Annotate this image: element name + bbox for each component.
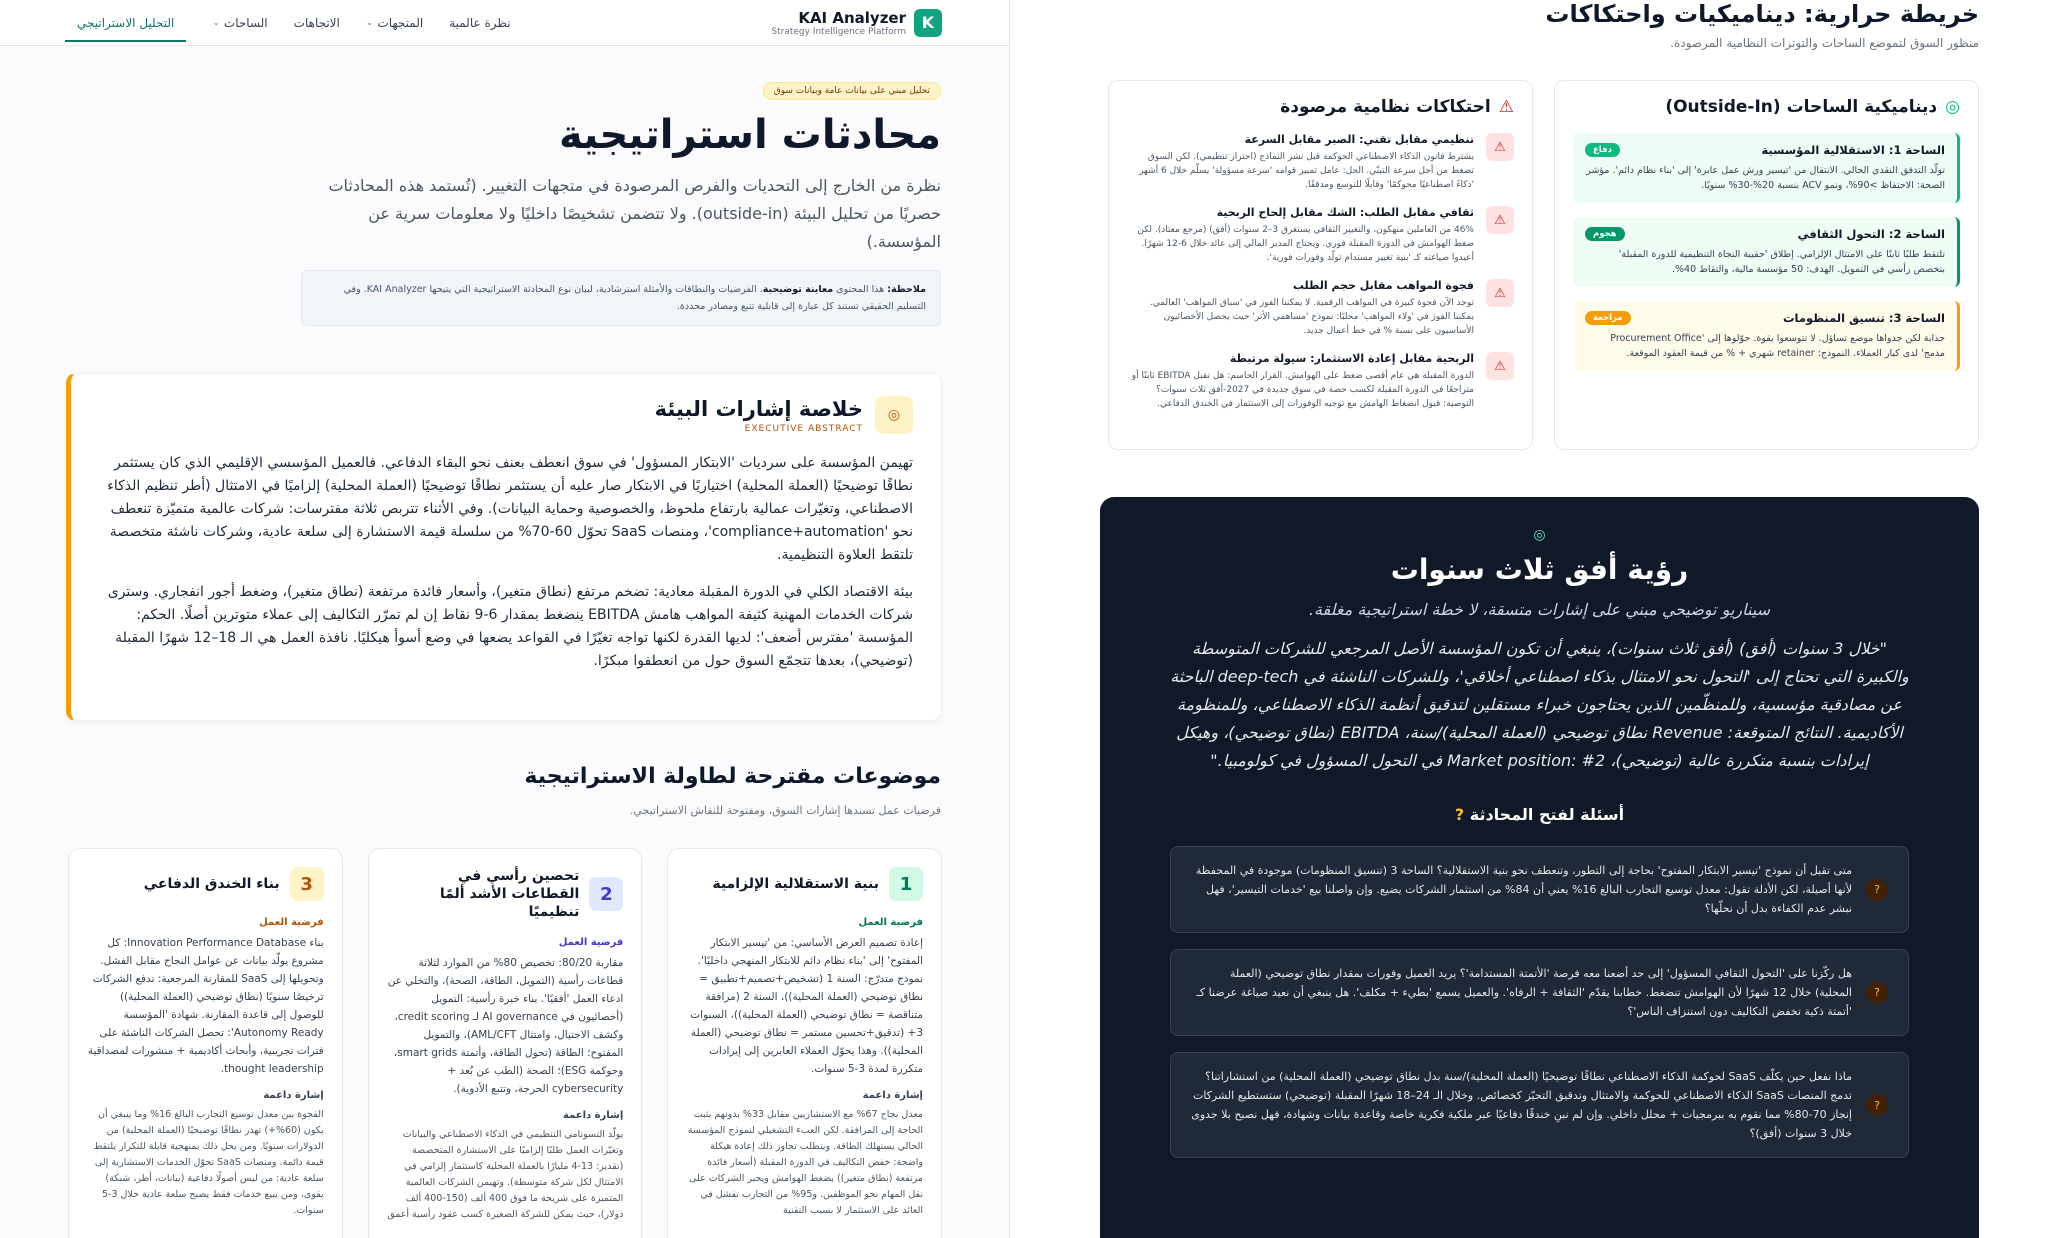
question-text: متى تقبل أن نموذج 'تيسير الابتكار المفتوح' بحاجة إلى التطور، وتنعطف نحو بنية الاستقلالية؟ الساحة 3 (تنسيق المنظومات) موجودة في المحفظة لأنها أصيلة، لكن الأدلة تقول: معدل توسيع التجارب البالغ 16% يعني أن 84% من استثمار الشركات يضيع. وإن واصلنا بيع 'خدمات التيسير'، فهل نبشر عدم الكفاءة بدل أن نحلّها؟ [1195,864,1852,915]
logo-mark: K [914,9,942,37]
arena-body: جذابة لكن جدواها موضع تساؤل. لا تتوسعوا بقوة. حوّلوها إلى 'Procurement Office مدمج' لدى كبار العملاء. النموذج: retainer شهري + % من قيمة العقود الموقعة. [1610,333,1945,359]
question-icon: ? [1866,1094,1888,1116]
hypothesis-text: بناء Innovation Performance Database: كل مشروع يولّد بيانات عن عوامل النجاح مقابل الفشل. وتحويلها إلى SaaS للمقارنة المرجعية: تدفع الشركات ترخيصًا سنويًا (نطاق توضيحي (العملة المحلية)) للوصول إلى قاعدة المقارنة. شهادة 'المؤسسة Autonomy Ready': تحصل الشركات الناشئة على فترات تجريبية، وأبحاث أكاديمية + منشورات لمصداقية thought leadership. [87,937,324,1075]
nav-label: نظرة عالمية [449,15,511,30]
friction-item [1127,279,1514,338]
box-title: احتكاكات نظامية مرصودة [1280,97,1491,117]
question-card[interactable] [1170,949,1909,1036]
topics-title: موضوعات مقترحة لطاولة الاستراتيجية [524,764,941,789]
friction-item [1127,206,1514,265]
note-text: . الفرضيات والنطاقات والأمثلة استرشادية، لبيان نوع المحادثة الاستراتيجية التي يتيحها KAI Analyzer. وفي التسليم الحقيقي تستند كل عبارة إلى قابلية تتبع ومصادر محددة. [343,284,926,312]
data-source-chip: تحليل مبني على بيانات عامة وبيانات سوق [763,82,941,100]
topic-cards [68,848,942,1238]
nav-item-arenas[interactable] [212,4,267,42]
chevron-down-icon: ⌄ [365,17,374,28]
friction-title: ثقافي مقابل الطلب: الشك مقابل إلحاح الربحية [1216,206,1474,219]
topic-number: 2 [589,877,623,911]
signal-label: إشارة داعمة [563,1110,624,1121]
friction-body: توجد الآن فجوة كبيرة في المواهب الرقمية. لا يمكننا الفوز في 'سباق المواهب' العالمي. يمكننا الفوز في 'ولاء المواهب' محليًا: نموذج 'مساهمي الأثر' حيث يحصل الأخصائيون الأساسيون على نسبة % في خط أعمال جديد. [1149,298,1474,336]
chevron-down-icon: ⌄ [212,17,220,28]
top-nav [0,0,1010,46]
topic-card[interactable] [368,848,643,1238]
friction-item [1127,352,1514,411]
question-icon: ? [1866,982,1888,1004]
vision-subtitle: سيناريو توضيحي مبني على إشارات متسقة، لا خطة استراتيجية مغلقة. [1308,600,1771,619]
page-title: محادثات استراتيجية [558,112,941,158]
arena-item[interactable] [1573,301,1960,371]
hypothesis-text: إعادة تصميم العرض الأساسي: من 'تيسير الابتكار المفتوح' إلى 'بناء نظام دائم للابتكار المنهجي داخليًا'. نموذج متدرّج: السنة 1 (تشخيص+تصميم+تطبيق = نطاق توضيحي (العملة المحلية))، السنة 2 (مرافقة متناقصة = نطاق توضيحي (العملة المحلية))، السنوات 3+ (تدقيق+تحسين مستمر = نطاق توضيحي (العملة المحلية)). وهذا يحوّل العملاء العابرين إلى إيرادات متكررة لمدة 3-5 سنوات. [690,937,923,1075]
nav-label: المتجهات [377,15,424,30]
nav-item-vectors[interactable] [366,4,423,42]
topic-number: 3 [290,867,324,901]
arena-title: الساحة 2: التحول الثقافي [1797,227,1945,241]
vision-quote: "خلال 3 سنوات (أفق) (أفق ثلاث سنوات)، ينبغي أن تكون المؤسسة الأصل المرجعي للشركات المتوسطة والكبيرة التي تحتاج إلى 'التحول نحو الامتثال بذكاء اصطناعي أخلاقي'، وللشركات الناشئة في deep-tech الباحثة عن مصادقية مؤسسية، وللمنظّمين الذين يحتاجون خبراء مستقلين لتدقيق أنظمة الذكاء الاصطناعي، وللمنظومة الأكاديمية. النتائج المتوقعة: Revenue نطاق توضيحي (العملة المحلية)/سنة، EBITDA (نطاق توضيحي)، وهيكل إيرادات بنسبة متكررة عالية (توضيحي)، Market position: #2 في التحول المسؤول في كولومبيا." [1170,639,1909,770]
hypothesis-label: فرضية العمل [259,917,324,928]
friction-title: فجوة المواهب مقابل حجم الطلب [1292,279,1474,292]
disclaimer-note [301,270,941,326]
question-text: ماذا نفعل حين يكلّف SaaS لحوكمة الذكاء الاصطناعي نطاقًا توضيحيًا (العملة المحلية)/سنة بدل نطاق توضيحي (العملة المحلية) من استشاراتنا؟ تدمج المنصات SaaS الذكاء الاصطناعي للحوكمة والامتثال وتدقيق التحيّز كخصائص. وخلال الـ 24–18 شهرًا المقبلة (توضيحي) ستستطيع الشركات إنجاز 70-80% مما نقوم به ببرمجيات + محلل داخلي. وإن لم نبنِ خندقًا دفاعيًا عبر ملكية فكرية خاصة وقاعدة بيانات وشهادة، فهل نصبح بلا جدوى خلال 3 سنوات (أفق)؟ [1191,1070,1852,1140]
warning-icon: ⚠ [1486,352,1514,380]
arena-item[interactable] [1573,217,1960,287]
arena-title: الساحة 1: الاستقلالية المؤسسية [1761,143,1945,157]
topics-subtitle: فرضيات عمل تسندها إشارات السوق، ومفتوحة للنقاش الاستراتيجي. [629,804,941,817]
executive-abstract [66,373,942,721]
target-icon: ◎ [1533,527,1546,543]
topic-title: بنية الاستقلالية الإلزامية [712,876,879,892]
note-text: هذا المحتوى [833,284,888,295]
hypothesis-label: فرضية العمل [858,917,923,928]
right-panel [1010,0,2045,1238]
nav-item-strategic-analysis[interactable] [65,4,186,42]
status-badge: دفاع [1585,143,1620,157]
warning-icon: ⚠ [1486,279,1514,307]
nav-item-global-view[interactable] [449,4,510,42]
arena-item[interactable] [1573,133,1960,203]
signal-label: إشارة داعمة [862,1090,923,1101]
question-card[interactable] [1170,1052,1909,1158]
topic-title: تحصين رأسي في القطاعات الأشد ألمًا تنظيميًا [439,868,580,920]
question-card[interactable] [1170,846,1909,933]
arena-title: الساحة 3: تنسيق المنظومات [1782,311,1945,325]
hypothesis-text: مقاربة 80/20: تخصيص 80% من الموارد لثلاثة قطاعات رأسية (التمويل، الطاقة، الصحة)، والتخلي عن ادعاء العمل 'أفقيًا'. بناء خبرة رأسية: التمويل (أخصائيون في AI governance لـ credit scoring، وكشف الاحتيال، وامتثال AML/CFT)، والتمويل المفتوح؛ الطاقة (تحول الطاقة، وأتمتة smart grids، وحوكمة ESG)؛ الصحة (الطب عن بُعد + cybersecurity الحرجة، وتتبع الأدوية). [387,957,624,1095]
friction-body: يشترط قانون الذكاء الاصطناعي الحوكمة قبل نشر النماذج (احتراز تنظيمي). لكن السوق تضغط من أجل سرعة التبنّي. الحل: عامل تمييز قوامه 'سرعة مسؤولة' يسلّم خلال 6 أشهر 'ذكاءً اصطناعيًا محوكمًا' وقابلًا للتوسع ومدققًا. [1138,152,1474,190]
brand-tagline: Strategy Intelligence Platform [771,26,906,37]
signal-label: إشارة داعمة [263,1090,324,1101]
arena-dynamics-box [1554,80,1979,450]
brand[interactable] [771,9,942,37]
target-icon: ◎ [1945,97,1960,117]
topic-title: بناء الخندق الدفاعي [143,876,280,892]
question-icon: ? [1866,879,1888,901]
topic-card[interactable] [68,848,343,1238]
topic-number: 1 [889,867,923,901]
question-text: هل ركّزنا على 'التحول الثقافي المسؤول' إلى حد أضعنا معه فرصة 'الأتمتة المستدامة'؟ يريد العميل وفورات بمقدار نطاق توضيحي (العملة المحلية) خلال 12 شهرًا لأن الهوامش تنضغط. خطابنا يقدّم 'الثقافة + الرفاه'. والعميل يسمع 'بطيء + مكلف'. هل ينبغي أن نعيد صياغة عرضنا كـ 'أتمتة ذكية تخفض التكاليف دون استنزاف الناس'؟ [1196,967,1852,1018]
box-title: ديناميكية الساحات (Outside-In) [1665,97,1938,117]
questions-heading [1170,805,1909,824]
question-icon: ? [1454,805,1465,824]
page-subtitle: نظرة من الخارج إلى التحديات والفرص المرصودة في متجهات التغيير. (تُستمد هذه المحادثات حصريًا من تحليل البيئة (outside-in). ولا تتضمن تشخيصًا داخليًا ولا معلومات سرية عن المؤسسة.) [328,176,941,251]
nav-links [65,4,511,42]
warning-icon: ⚠ [1486,133,1514,161]
abstract-paragraph: تهيمن المؤسسة على سرديات 'الابتكار المسؤول' في سوق انعطف بعنف نحو البقاء الدفاعي. فالعميل المؤسسي الإقليمي الذي كان يستثمر نطاقًا توضيحيًا (العملة المحلية) اختياريًا في الابتكار صار عليه أن يستثمر نطاقًا توضيحيًا (العملة المحلية) إلزاميًا في الامتثال (أطر تنظيم الذكاء الاصطناعي، وتغيّرات عمالية بارتفاع ملحوظ، والخصوصية وحماية البيانات). وفي الأثناء تتربص ثلاثة مفترسات: شركات عالمية متميّزة تنعطف نحو 'compliance+automation'، ومنصات SaaS تحوّل 60-70% من سلسلة قيمة الاستشارة إلى سلعة عادية، وشركات ناشئة متخصصة تلتقط العلاوة التنظيمية. [107,455,913,563]
abstract-title: خلاصة إشارات البيئة [654,396,863,421]
status-badge: مراجعة [1585,311,1631,325]
nav-label: الساحات [223,15,268,30]
signal-text: الفجوة بين معدل توسيع التجارب البالغ 16% وما ينبغي أن يكون (60%+) تهدر نطاقًا توضيحيًا (العملة المحلية) من الدولارات سنويًا. ومن يحل ذلك بمنهجية قابلة للتكرار يلتقط قيمة دائمة. ومنصات SaaS تحوّل الخدمات الاستشارية إلى سلعة عادية: من ليس أصولًا دفاعية (بيانات، أطر، شبكة) يقوى، ومن يبيع خدمات فقط يصبح سلعة عادية خلال 3-5 سنوات. [93,1109,324,1216]
signal-text: معدل نجاح 67% مع الاستشاريين مقابل 33% بدونهم يثبت الحاجة إلى المرافقة. لكن العبء التشغيلي لنموذج المؤسسة الحالي يستهلك الطاقة. ويتطلب تجاوز ذلك إعادة هيكلة واضحة: خفض التكاليف في الدورة المقبلة (أسعار فائدة مرتفعة (نطاق متغير)) يضغط الهوامش ويجبر الشركات على نقل المهام نحو الموظفين. و95% من التجارب تفشل في العائد على الاستثمار لا بسبب التقنية [687,1109,923,1216]
friction-body: 46% من العاملين منهكون، والتغيير الثقافي يستغرق 3–2 سنوات (أفق) (مرجع معتاد). لكن ضغط الهوامش في الدورة المقبلة فوري. ويحتاج المدير المالي إلى عائد خلال 6-12 شهرًا. أعيدوا صياغته كـ 'بنية تغيير مستدام تولّد وفورات فورية'. [1137,225,1474,263]
arena-body: تلتقط طلبًا ثابتًا على الامتثال الإلزامي. إطلاق 'حقيبة النجاة التنظيمية للدورة المقبلة' بتخصص رأسي في التمويل. الهدف: 50 مؤسسة مالية، والتقاط 40%. [1618,249,1945,275]
vision-title: رؤية أفق ثلاث سنوات [1390,553,1689,586]
friction-item [1127,133,1514,192]
arena-body: تولّد التدفق النقدي الحالي. الانتقال من 'تيسير ورش عمل عابرة' إلى 'بناء نظام دائم'. مؤشر الصحة: الاحتفاظ >90%، ونمو ACV بنسبة 20%-30% سنويًا. [1586,165,1945,191]
nav-label: الاتجاهات [293,15,340,30]
signal-text: يولّد التسونامي التنظيمي في الذكاء الاصطناعي والبيانات وتغيّرات العمل طلبًا إلزاميًا على الاستشارة المتخصصة (تقدير: 13-4 مليارًا بالعملة المحلية كاستثمار إلزامي في الامتثال لكل شركة متوسطة). وتهيمن الشركات العالمية المتميزة على شريحة ما فوق 400 ألف (150-400 ألف دولار)، حيث يمكن للشركة الصغيرة كسب عقود رأسية أعمق [387,1129,624,1220]
frictions-box [1108,80,1533,450]
left-panel [0,0,1010,1238]
note-emphasis: معاينة توضيحية [762,284,834,295]
friction-title: الربحية مقابل إعادة الاستثمار: سيولة مرتبطة [1229,352,1474,365]
brand-name: KAI Analyzer [798,8,906,27]
friction-title: تنظيمي مقابل تقني: الصبر مقابل السرعة [1244,133,1474,146]
abstract-tag: EXECUTIVE ABSTRACT [744,423,863,434]
friction-body: الدورة المقبلة هي عام أقصى ضغط على الهوامش. القرار الحاسم: هل نقبل EBITDA ثابتًا أو متراجعًا في الدورة المقبلة لكسب حصة في سوق جديدة في 2027-أفق ثلاث سنوات؟ التوصية: قبول انضغاط الهامش مع توجيه الوفورات إلى الاستثمار في الخندق الدفاعي. [1131,371,1474,409]
questions-title: أسئلة لفتح المحادثة [1469,805,1625,824]
target-icon: ◎ [875,396,913,434]
heatmap-title: خريطة حرارية: ديناميكيات واحتكاكات [1545,0,1979,28]
nav-label: التحليل الاستراتيجي [77,15,175,30]
abstract-paragraph: بيئة الاقتصاد الكلي في الدورة المقبلة معادية: تضخم مرتفع (نطاق متغير)، وأسعار فائدة مرتفعة (نطاق متغير)، وضغط أجور انفجاري. وسترى شركات الخدمات المهنية كثيفة المواهب هامش EBITDA ينضغط بمقدار 6-9 نقاط إن لم تمرّر التكاليف إلى عملاء متوترين أصلًا. الحكم: المؤسسة 'مفترس أضعف': لديها القدرة لكنها تواجه تغيّرًا في القواعد يضعها في وضع أسوأ هيكليًا. نافذة العمل هي الـ 18–12 شهرًا المقبلة (توضيحي)، بعدها تتجمّع السوق حول من انعطفوا مبكرًا. [107,584,913,669]
topic-card[interactable] [667,848,942,1238]
hypothesis-label: فرضية العمل [558,937,624,948]
warning-icon: ⚠ [1498,97,1514,117]
heatmap-subtitle: منظور السوق لتموضع الساحات والتوترات النظامية المرصودة. [1670,36,1979,50]
status-badge: هجوم [1585,227,1625,241]
nav-item-trends[interactable] [294,4,340,42]
warning-icon: ⚠ [1486,206,1514,234]
three-year-vision [1100,497,1979,1238]
note-label: ملاحظة: [887,284,926,295]
